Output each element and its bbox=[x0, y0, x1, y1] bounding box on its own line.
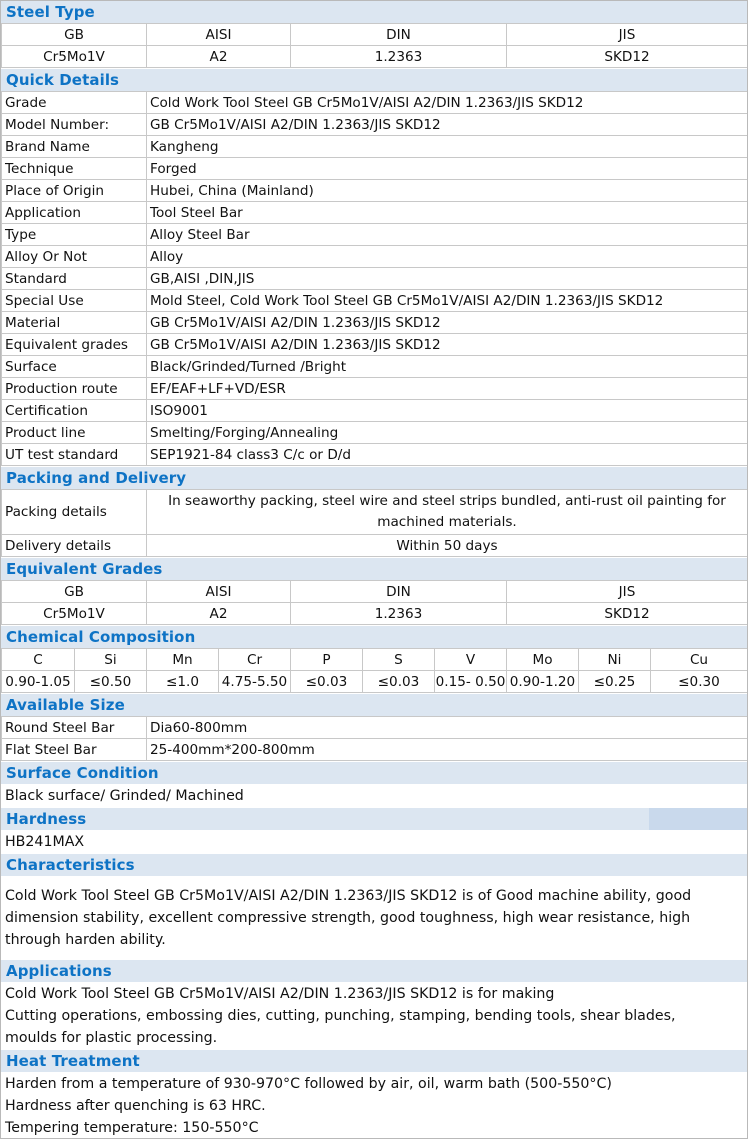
qd-label: Equivalent grades bbox=[2, 334, 147, 356]
section-title-quick-details: Quick Details bbox=[1, 69, 747, 91]
size-value: 25-400mm*200-800mm bbox=[147, 739, 748, 761]
table-row bbox=[2, 158, 748, 180]
size-value: Dia60-800mm bbox=[147, 717, 748, 739]
table-row bbox=[2, 422, 748, 444]
eq-value-din: 1.2363 bbox=[291, 603, 507, 625]
qd-label: Special Use bbox=[2, 290, 147, 312]
qd-value: GB Cr5Mo1V/AISI A2/DIN 1.2363/JIS SKD12 bbox=[147, 334, 748, 356]
table-row bbox=[2, 444, 748, 466]
chemical-composition-table bbox=[1, 648, 748, 693]
chem-value-s: ≤0.03 bbox=[363, 671, 435, 693]
text-line: moulds for plastic processing. bbox=[5, 1030, 218, 1046]
eq-header-din: DIN bbox=[291, 581, 507, 603]
section-title-packing-delivery: Packing and Delivery bbox=[1, 467, 747, 489]
chem-header-ni: Ni bbox=[579, 649, 651, 671]
qd-label: Surface bbox=[2, 356, 147, 378]
qd-value: Kangheng bbox=[147, 136, 748, 158]
text-line: Hardness after quenching is 63 HRC. bbox=[5, 1098, 266, 1114]
heat-treatment-text bbox=[5, 1073, 743, 1139]
table-row bbox=[2, 202, 748, 224]
table-row bbox=[2, 717, 748, 739]
applications-text bbox=[5, 983, 743, 1049]
section-title-equivalent-grades: Equivalent Grades bbox=[1, 558, 747, 580]
qd-value: Smelting/Forging/Annealing bbox=[147, 422, 748, 444]
qd-label: Alloy Or Not bbox=[2, 246, 147, 268]
qd-label: Material bbox=[2, 312, 147, 334]
qd-value: GB Cr5Mo1V/AISI A2/DIN 1.2363/JIS SKD12 bbox=[147, 114, 748, 136]
chem-header-mo: Mo bbox=[507, 649, 579, 671]
qd-value: GB,AISI ,DIN,JIS bbox=[147, 268, 748, 290]
section-title-characteristics: Characteristics bbox=[1, 854, 747, 876]
qd-label: Application bbox=[2, 202, 147, 224]
qd-value: Forged bbox=[147, 158, 748, 180]
qd-label: UT test standard bbox=[2, 444, 147, 466]
steel-type-header-aisi: AISI bbox=[147, 24, 291, 46]
table-row bbox=[2, 290, 748, 312]
table-row bbox=[2, 400, 748, 422]
characteristics-text bbox=[5, 885, 743, 951]
packing-delivery-table bbox=[1, 489, 748, 557]
qd-value: EF/EAF+LF+VD/ESR bbox=[147, 378, 748, 400]
qd-label: Type bbox=[2, 224, 147, 246]
table-row bbox=[2, 739, 748, 761]
qd-value: ISO9001 bbox=[147, 400, 748, 422]
section-title-heat-treatment: Heat Treatment bbox=[1, 1050, 747, 1072]
qd-label: Technique bbox=[2, 158, 147, 180]
eq-header-jis: JIS bbox=[507, 581, 748, 603]
table-row bbox=[2, 268, 748, 290]
qd-label: Standard bbox=[2, 268, 147, 290]
eq-header-aisi: AISI bbox=[147, 581, 291, 603]
header-tint-cell bbox=[649, 808, 747, 830]
qd-label: Grade bbox=[2, 92, 147, 114]
quick-details-table bbox=[1, 91, 748, 466]
chem-header-c: C bbox=[2, 649, 75, 671]
table-row bbox=[2, 136, 748, 158]
section-title-chemical-composition: Chemical Composition bbox=[1, 626, 747, 648]
eq-value-jis: SKD12 bbox=[507, 603, 748, 625]
text-line: Tempering temperature: 150-550°C bbox=[5, 1120, 259, 1136]
qd-label: Certification bbox=[2, 400, 147, 422]
hardness-title: Hardness bbox=[6, 810, 87, 828]
chem-header-mn: Mn bbox=[147, 649, 219, 671]
text-line: dimension stability, excellent compressive strength, good toughness, high wear resistance, high bbox=[5, 910, 691, 926]
chem-value-cu: ≤0.30 bbox=[651, 671, 748, 693]
steel-type-value-gb: Cr5Mo1V bbox=[2, 46, 147, 68]
chem-value-ni: ≤0.25 bbox=[579, 671, 651, 693]
table-row bbox=[2, 378, 748, 400]
qd-value: Mold Steel, Cold Work Tool Steel GB Cr5Mo1V/AISI A2/DIN 1.2363/JIS SKD12 bbox=[147, 290, 748, 312]
packing-details-value: In seaworthy packing, steel wire and steel strips bundled, anti-rust oil painting for machined materials. bbox=[147, 490, 748, 535]
surface-condition-text: Black surface/ Grinded/ Machined bbox=[5, 788, 244, 804]
qd-value: GB Cr5Mo1V/AISI A2/DIN 1.2363/JIS SKD12 bbox=[147, 312, 748, 334]
chem-header-si: Si bbox=[75, 649, 147, 671]
equivalent-grades-table bbox=[1, 580, 748, 625]
qd-value: Alloy Steel Bar bbox=[147, 224, 748, 246]
qd-value: SEP1921-84 class3 C/c or D/d bbox=[147, 444, 748, 466]
chem-header-p: P bbox=[291, 649, 363, 671]
hardness-text: HB241MAX bbox=[5, 834, 85, 850]
qd-value: Alloy bbox=[147, 246, 748, 268]
text-line: Harden from a temperature of 930-970°C followed by air, oil, warm bath (500-550°C) bbox=[5, 1076, 612, 1092]
table-row bbox=[2, 92, 748, 114]
steel-type-header-gb: GB bbox=[2, 24, 147, 46]
section-title-available-size: Available Size bbox=[1, 694, 747, 716]
qd-label: Place of Origin bbox=[2, 180, 147, 202]
steel-type-value-jis: SKD12 bbox=[507, 46, 748, 68]
table-row bbox=[2, 334, 748, 356]
chem-header-cr: Cr bbox=[219, 649, 291, 671]
qd-value: Black/Grinded/Turned /Bright bbox=[147, 356, 748, 378]
table-row bbox=[2, 180, 748, 202]
chem-value-p: ≤0.03 bbox=[291, 671, 363, 693]
steel-type-header-jis: JIS bbox=[507, 24, 748, 46]
table-row bbox=[2, 312, 748, 334]
steel-type-header-din: DIN bbox=[291, 24, 507, 46]
chem-header-s: S bbox=[363, 649, 435, 671]
text-line: through harden ability. bbox=[5, 932, 166, 948]
qd-value: Cold Work Tool Steel GB Cr5Mo1V/AISI A2/DIN 1.2363/JIS SKD12 bbox=[147, 92, 748, 114]
section-title-hardness bbox=[1, 808, 747, 830]
delivery-details-value: Within 50 days bbox=[147, 535, 748, 557]
delivery-details-label: Delivery details bbox=[2, 535, 147, 557]
chem-value-v: 0.15- 0.50 bbox=[435, 671, 507, 693]
text-line: Cold Work Tool Steel GB Cr5Mo1V/AISI A2/DIN 1.2363/JIS SKD12 is for making bbox=[5, 986, 555, 1002]
chem-value-mn: ≤1.0 bbox=[147, 671, 219, 693]
size-label: Round Steel Bar bbox=[2, 717, 147, 739]
qd-label: Brand Name bbox=[2, 136, 147, 158]
chem-value-mo: 0.90-1.20 bbox=[507, 671, 579, 693]
qd-value: Tool Steel Bar bbox=[147, 202, 748, 224]
section-title-applications: Applications bbox=[1, 960, 747, 982]
steel-type-value-aisi: A2 bbox=[147, 46, 291, 68]
qd-label: Product line bbox=[2, 422, 147, 444]
table-row bbox=[2, 490, 748, 535]
steel-type-value-din: 1.2363 bbox=[291, 46, 507, 68]
table-row bbox=[2, 246, 748, 268]
qd-label: Production route bbox=[2, 378, 147, 400]
chem-header-cu: Cu bbox=[651, 649, 748, 671]
table-row bbox=[2, 535, 748, 557]
eq-value-aisi: A2 bbox=[147, 603, 291, 625]
qd-value: Hubei, China (Mainland) bbox=[147, 180, 748, 202]
available-size-table bbox=[1, 716, 748, 761]
section-title-surface-condition: Surface Condition bbox=[1, 762, 747, 784]
table-row bbox=[2, 356, 748, 378]
text-line: Cutting operations, embossing dies, cutting, punching, stamping, bending tools, shear blades, bbox=[5, 1008, 676, 1024]
packing-details-label: Packing details bbox=[2, 490, 147, 535]
chem-value-si: ≤0.50 bbox=[75, 671, 147, 693]
size-label: Flat Steel Bar bbox=[2, 739, 147, 761]
chem-header-v: V bbox=[435, 649, 507, 671]
qd-label: Model Number: bbox=[2, 114, 147, 136]
chem-value-c: 0.90-1.05 bbox=[2, 671, 75, 693]
steel-type-table bbox=[1, 23, 748, 68]
text-line: Cold Work Tool Steel GB Cr5Mo1V/AISI A2/DIN 1.2363/JIS SKD12 is of Good machine ability, good bbox=[5, 888, 692, 904]
table-row bbox=[2, 114, 748, 136]
eq-value-gb: Cr5Mo1V bbox=[2, 603, 147, 625]
chem-value-cr: 4.75-5.50 bbox=[219, 671, 291, 693]
eq-header-gb: GB bbox=[2, 581, 147, 603]
section-title-steel-type: Steel Type bbox=[1, 1, 747, 23]
table-row bbox=[2, 224, 748, 246]
